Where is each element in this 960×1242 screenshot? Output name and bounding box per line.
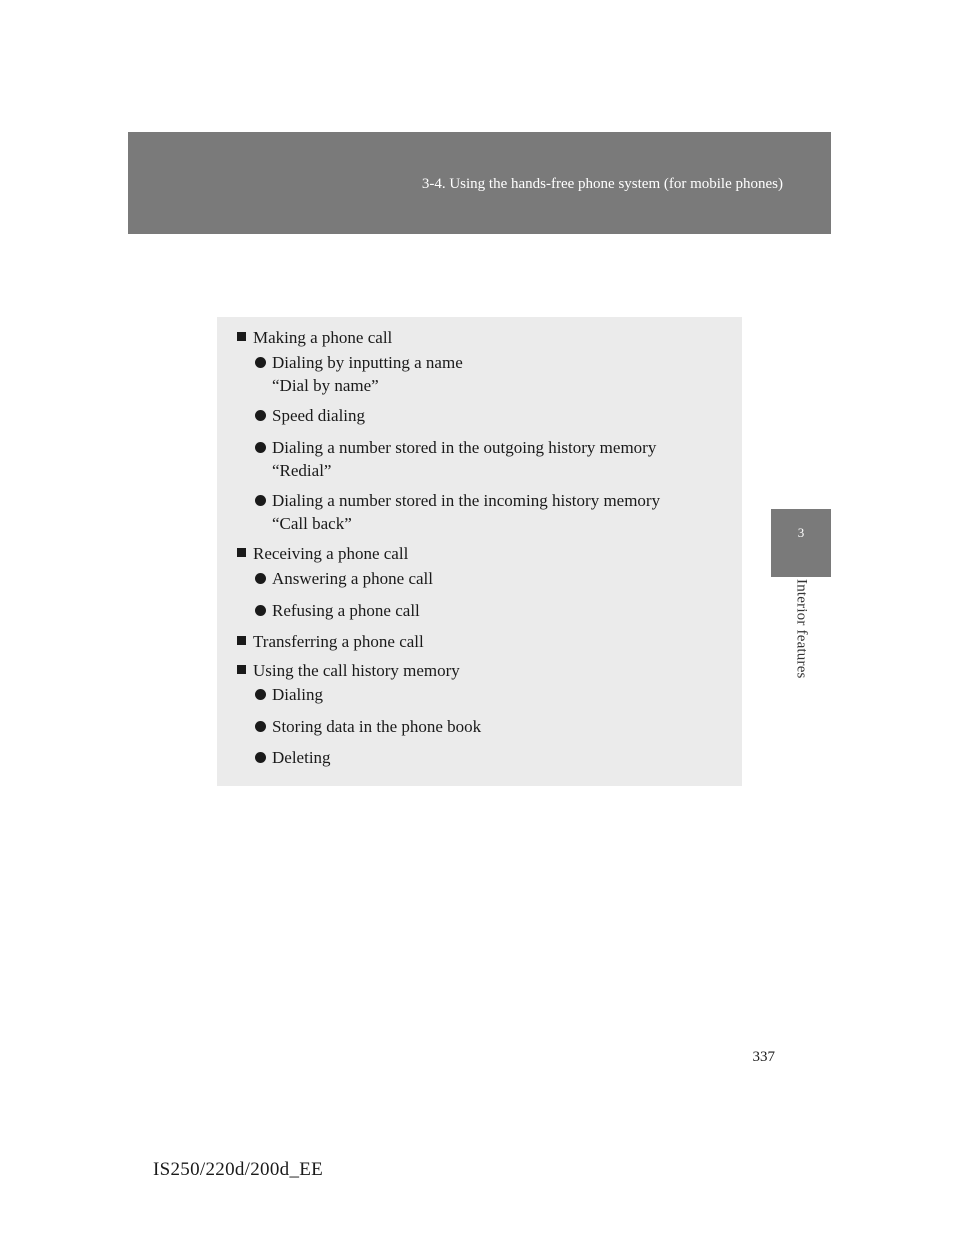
list-item-sub: “Redial” (272, 461, 332, 480)
group-heading: Using the call history memory (237, 659, 460, 682)
group-heading: Transferring a phone call (237, 630, 424, 653)
list-item: Dialing a number stored in the outgoing history memory “Redial” (255, 436, 656, 482)
round-bullet-icon (255, 442, 266, 453)
list-item: Speed dialing (255, 404, 365, 427)
content-box (217, 317, 742, 786)
round-bullet-icon (255, 410, 266, 421)
header-band (128, 132, 831, 234)
page-number: 337 (752, 1049, 775, 1065)
square-bullet-icon (237, 636, 246, 645)
chapter-label-area (771, 577, 831, 702)
list-item: Dialing (255, 683, 323, 706)
group-heading: Making a phone call (237, 326, 392, 349)
chapter-number: 3 (797, 525, 805, 540)
chapter-label: Interior features (793, 579, 810, 679)
list-item: Storing data in the phone book (255, 715, 481, 738)
group-heading: Receiving a phone call (237, 542, 408, 565)
square-bullet-icon (237, 665, 246, 674)
round-bullet-icon (255, 357, 266, 368)
round-bullet-icon (255, 605, 266, 616)
round-bullet-icon (255, 721, 266, 732)
list-item: Deleting (255, 746, 331, 769)
list-item-sub: “Call back” (272, 514, 352, 533)
list-item: Refusing a phone call (255, 599, 420, 622)
square-bullet-icon (237, 548, 246, 557)
round-bullet-icon (255, 689, 266, 700)
list-item-sub: “Dial by name” (272, 376, 379, 395)
round-bullet-icon (255, 573, 266, 584)
round-bullet-icon (255, 495, 266, 506)
list-item: Dialing by inputting a name “Dial by name” (255, 351, 463, 397)
square-bullet-icon (237, 332, 246, 341)
chapter-tab (771, 509, 831, 577)
list-item: Answering a phone call (255, 567, 433, 590)
round-bullet-icon (255, 752, 266, 763)
list-item: Dialing a number stored in the incoming history memory “Call back” (255, 489, 660, 535)
model-code: IS250/220d/200d_EE (153, 1159, 324, 1180)
section-title: 3-4. Using the hands-free phone system (for mobile phones) (421, 176, 783, 192)
